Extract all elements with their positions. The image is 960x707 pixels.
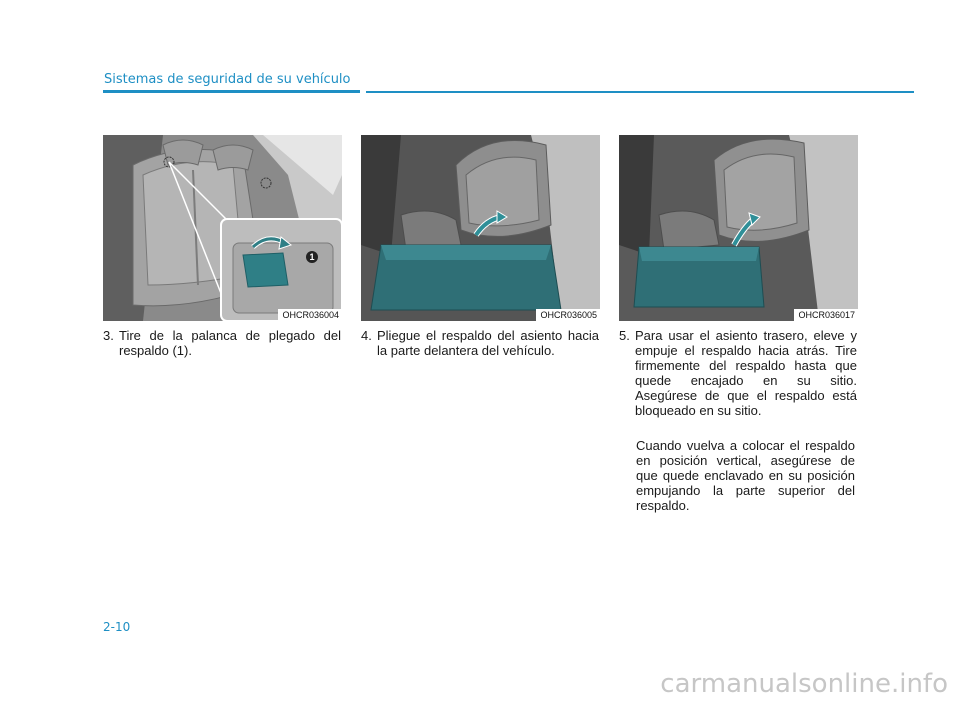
step-number: 5.	[619, 328, 630, 343]
step-text: Pliegue el respaldo del asiento hacia la parte delantera del vehículo.	[377, 328, 599, 358]
page-number: 2-10	[103, 620, 131, 634]
figure-code: OHCR036005	[536, 309, 600, 321]
watermark: carmanualsonline.info	[660, 669, 948, 699]
note-paragraph: Cuando vuelva a colocar el respaldo en posición vertical, asegúrese de que quede enclavado en su posición empujando la parte superior del respaldo.	[636, 438, 855, 513]
header-rule-accent	[103, 90, 360, 93]
header-rule	[366, 91, 914, 93]
figure-code: OHCR036017	[794, 309, 858, 321]
step-text: Para usar el asiento trasero, eleve y empuje el respaldo hacia atrás. Tire firmemente del respaldo hasta que quede encajado en su sitio. Asegúrese de que el respaldo está bloqueado en su sitio.	[635, 328, 857, 418]
figure-fold-forward	[361, 135, 600, 321]
callout-number: 1	[309, 252, 315, 262]
step-number: 3.	[103, 328, 114, 343]
figure-code: OHCR036004	[278, 309, 342, 321]
step-5	[619, 328, 857, 418]
rear-seat-lever-illustration	[103, 135, 342, 321]
seat-folded-illustration	[361, 135, 600, 321]
step-text: Tire de la palanca de plegado del respaldo (1).	[119, 328, 341, 358]
figure-fold-lever	[103, 135, 342, 321]
figure-raise-seat	[619, 135, 858, 321]
step-3	[103, 328, 341, 358]
step-number: 4.	[361, 328, 372, 343]
step-4	[361, 328, 599, 358]
seat-raise-illustration	[619, 135, 858, 321]
section-title: Sistemas de seguridad de su vehículo	[104, 72, 351, 87]
